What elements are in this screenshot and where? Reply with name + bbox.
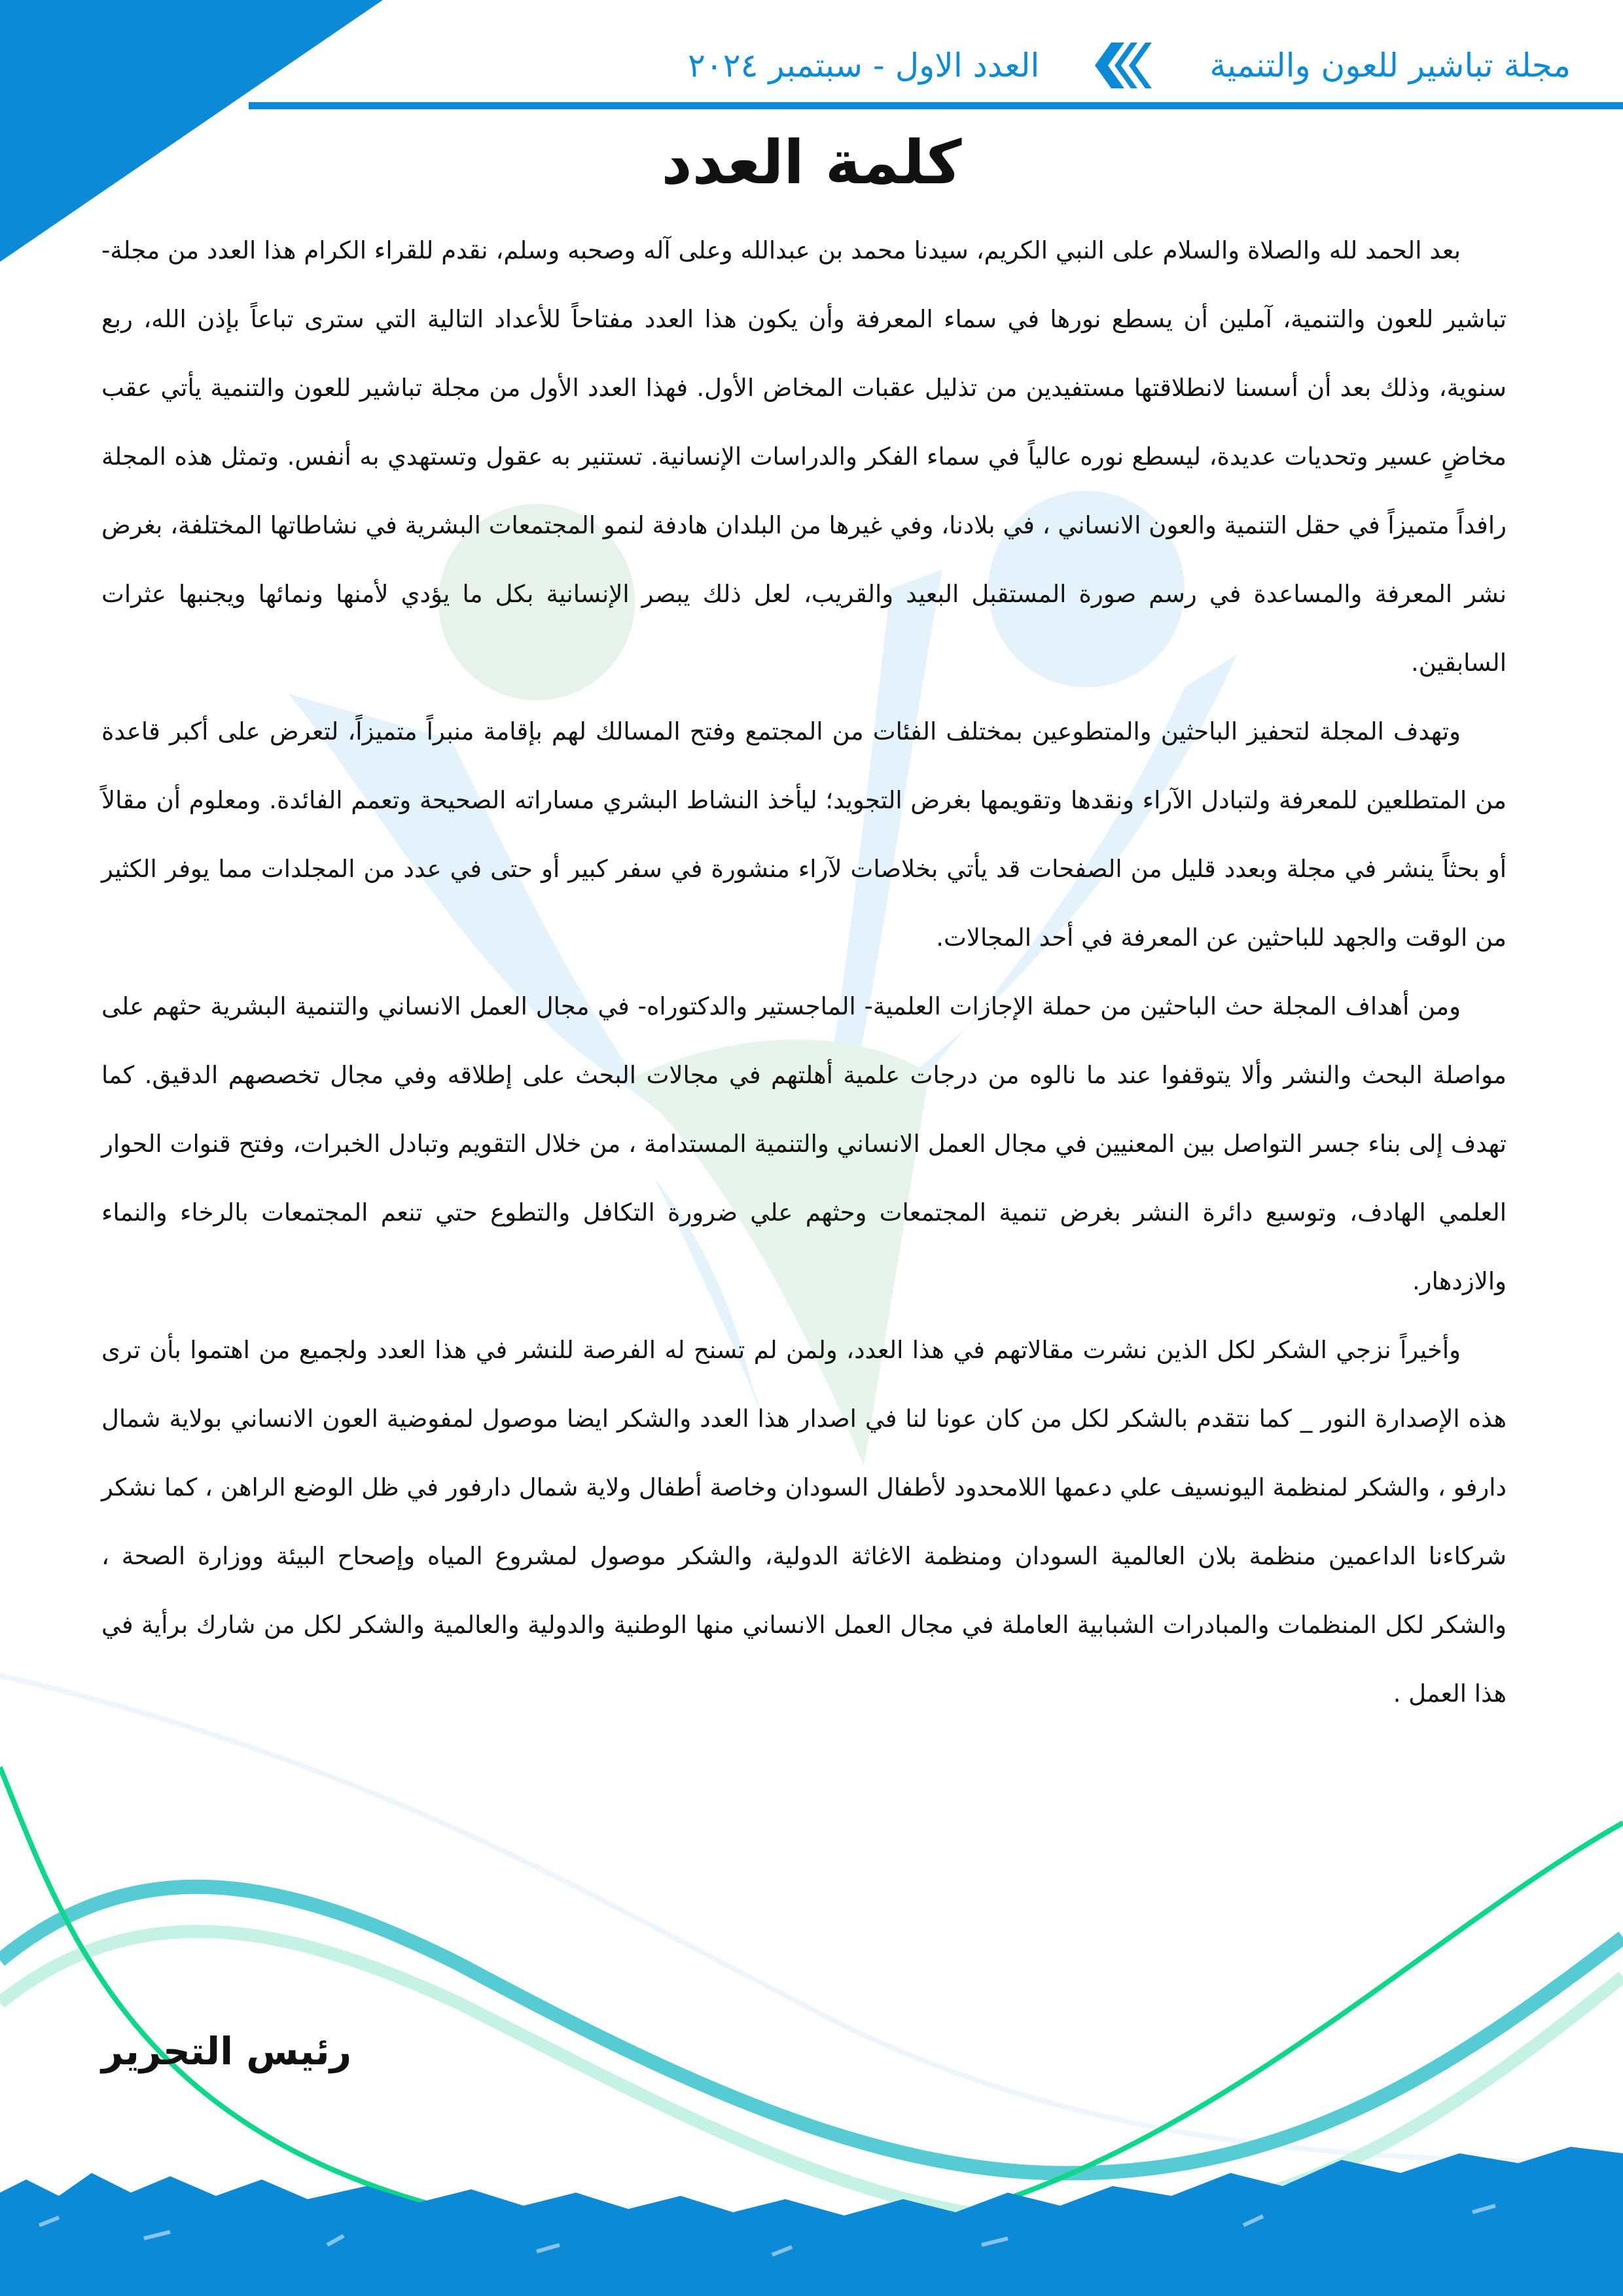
editorial-body <box>101 216 1507 1728</box>
paragraph-objectives: ومن أهداف المجلة حث الباحثين من حملة الإجازات العلمية- الماجستير والدكتوراه- في مجال العمل الانساني والتنمية البشرية حثهم على مواصلة البحث والنشر وألا يتوقفوا عند ما نالوه من درجات علمية أهلتهم في مجالات البحث على إطلاقه وفي مجال تخصصهم الدقيق. كما تهدف إلى بناء جسر التواصل بين المعنيين في مجال العمل الانساني والتنمية المستدامة ، من خلال التقويم وتبادل الخبرات، وفتح قنوات الحوار العلمي الهادف، وتوسيع دائرة النشر بغرض تنمية المجتمعات وحثهم علي ضرورة التكافل والتطوع حتي تنعم المجتمعات بالرخاء والنماء والازدهار. <box>101 992 1507 1295</box>
issue-label: العدد الاول - سبتمبر ٢٠٢٤ <box>688 46 1040 84</box>
wave-faint <box>0 1676 1623 2163</box>
editor-in-chief-signature: رئيس التحرير <box>101 2029 352 2073</box>
header-rule <box>249 102 1623 109</box>
page-header <box>393 39 1571 92</box>
paragraph-goals: وتهدف المجلة لتحفيز الباحثين والمتطوعين بمختلف الفئات من المجتمع وفتح المسالك لهم بإقامة منبراً متميزاً، لتعرض على أكبر قاعدة من المتطلعين للمعرفة ولتبادل الآراء ونقدها وتقويمها بغرض التجويد؛ ليأخذ النشاط البشري مساراته الصحيحة وتعمم الفائدة. ومعلوم أن مقالاً أو بحثاً ينشر في مجلة وبعدد قليل من الصفحات قد يأتي بخلاصات لآراء منشورة في سفر كبير أو حتى في عدد من المجلدات مما يوفر الكثير من الوقت والجهد للباحثين عن المعرفة في أحد المجالات. <box>101 717 1507 952</box>
magazine-name: مجلة تباشير للعون والتنمية <box>1209 46 1571 84</box>
paragraph-thanks: وأخيراً نزجي الشكر لكل الذين نشرت مقالاتهم في هذا العدد، ولمن لم تسنح له الفرصة للنشر في هذا العدد ولجميع من اهتموا بأن ترى هذه الإصدارة النور _ كما نتقدم بالشكر لكل من كان عونا لنا في اصدار هذا العدد والشكر ايضا موصول لمفوضية العون الانساني بولاية شمال دارفو ، والشكر لمنظمة اليونسيف علي دعمها اللامحدود لأطفال السودان وخاصة أطفال ولاية شمال دارفور في ظل الوضع الراهن ، كما نشكر شركاءنا الداعمين منظمة بلان العالمية السودان ومنظمة الاغاثة الدولية، والشكر موصول لمشروع المياه وإصحاح البيئة ووزارة الصحة ، والشكر لكل المنظمات والمبادرات الشبابية العاملة في مجال العمل الانساني منها الوطنية والدولية والعالمية والشكر لكل من شارك برأية في هذا العمل . <box>101 1336 1507 1708</box>
page-title: كلمة العدد <box>661 128 962 198</box>
double-chevron-left-icon <box>1085 43 1164 88</box>
paragraph-intro: بعد الحمد لله والصلاة والسلام على النبي الكريم، سيدنا محمد بن عبدالله وعلى آله وصحبه وسلم، نقدم للقراء الكرام هذا العدد من مجلة- تباشير للعون والتنمية، آملين أن يسطع نورها في سماء المعرفة وأن يكون هذا العدد مفتاحاً للأعداد التالية التي سترى تباعاً بإذن الله، ربع سنوية، وذلك بعد أن أسسنا لانطلاقتها مستفيدين من تذليل عقبات المخاض الأول. فهذا العدد الأول من مجلة تباشير للعون والتنمية يأتي عقب مخاضٍ عسير وتحديات عديدة، ليسطع نوره عالياً في سماء الفكر والدراسات الإنسانية. تستنير به عقول وتستهدي به أنفس. وتمثل هذه المجلة رافداً متميزاً في حقل التنمية والعون الانساني ، في بلادنا، وفي غيرها من البلدان هادفة لنمو المجتمعات البشرية في نشاطاتها المختلفة، بغرض نشر المعرفة والمساعدة في رسم صورة المستقبل البعيد والقريب، لعل ذلك يبصر الإنسانية بكل ما يؤدي لأمنها ونمائها ويجنبها عثرات السابقين. <box>101 236 1507 677</box>
